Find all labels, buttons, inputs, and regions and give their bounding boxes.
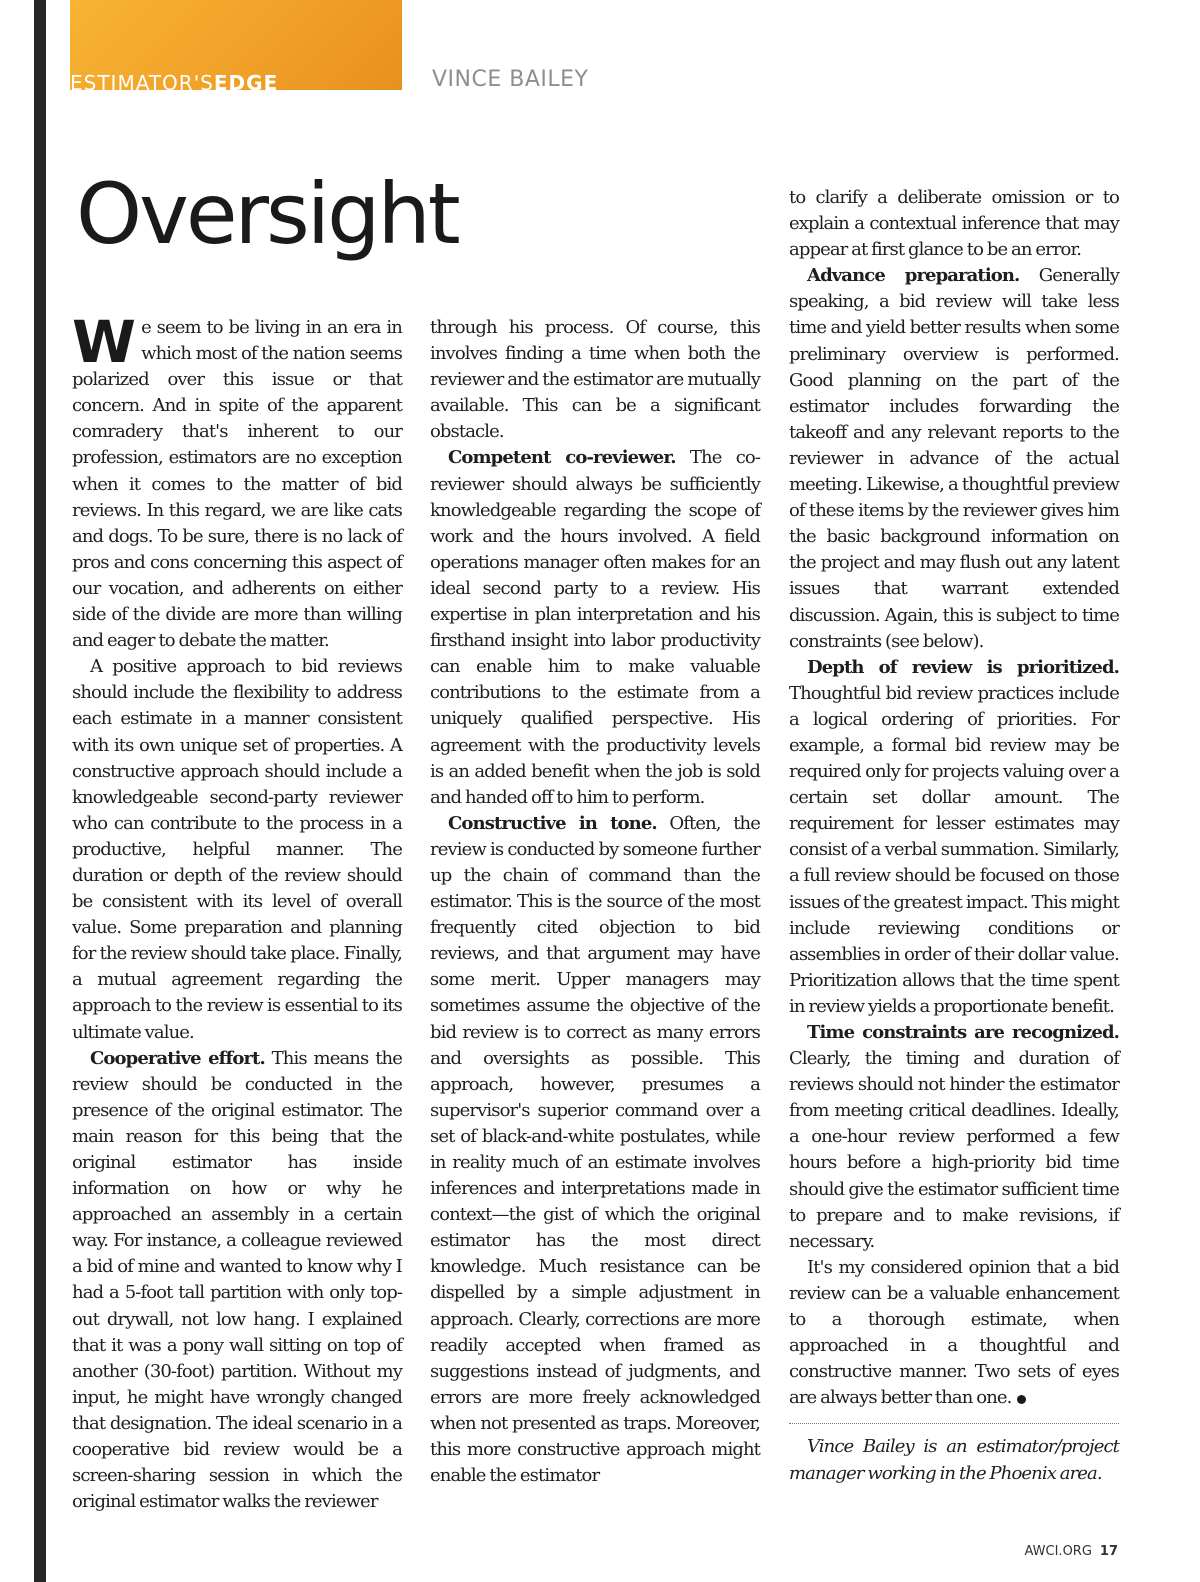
subhead-constructive-tone: Constructive in tone.: [448, 812, 657, 834]
paragraph-time-constraints: [789, 1020, 1119, 1255]
page-footer: [1024, 1544, 1118, 1559]
paragraph-intro: [72, 308, 402, 654]
constructive-tone-text: Often, the review is conducted by someone further up the chain of command than the estimator. This is the source of the most frequently cited objection to bid reviews, and that argument may have some merit. Upper managers may sometimes assume the objective of the bid review is to correct as many errors and oversights as possible. This approach, however, presumes a supervisor's superior command over a set of black-and-white postulates, while in reality much of an estimate involves inferences and interpretations made in context—the gist of which the original estimator has the most direct knowledge. Much resistance can be dispelled by a simple adjustment in approach. Clearly, corrections are more readily accepted when framed as suggestions instead of judgments, and errors are more freely acknowledged when not presented as traps. Moreover, this more constructive approach might enable the estimator: [430, 812, 760, 1487]
bio-divider: [789, 1423, 1119, 1424]
kicker-part2: EDGE: [213, 71, 279, 90]
page-spine-bar: [34, 0, 46, 1582]
subhead-advance-preparation: Advance preparation.: [807, 265, 1020, 287]
paragraph-conclusion: [789, 1255, 1119, 1412]
author-byline: VINCE BAILEY: [432, 67, 589, 92]
kicker-part1: ESTIMATOR'S: [70, 71, 214, 90]
cooperative-effort-text: This means the review should be conducted in the presence of the original estimator. The main reason for this being that the original estimator has inside information on how or why he approached an assembly in a certain way. For instance, a colleague reviewed a bid of mine and wanted to know why I had a 5-foot tall partition with only top-out drywall, not low hang. I explained that it was a pony wall sitting on top of another (30-foot) partition. Without my input, he might have wrongly changed that designation. The ideal scenario in a cooperative bid review would be a screen-sharing session in which the original estimator walks the reviewer: [72, 1047, 402, 1513]
paragraph-continuation-1: through his process. Of course, this involves finding a time when both the reviewer and the estimator are mutually available. This can be a significant obstacle.: [430, 317, 760, 443]
time-constraints-text: Clearly, the timing and duration of reviews should not hinder the estimator from meeting critical deadlines. Ideally, a one-hour review performed a few hours before a high-priority bid time should give the estimator sufficient time to prepare and to make revisions, if necessary.: [789, 1048, 1119, 1252]
author-bio: Vince Bailey is an estimator/project manager working in the Phoenix area.: [789, 1436, 1119, 1484]
text-column-1: [72, 308, 402, 1515]
paragraph-cooperative-effort: [72, 1046, 402, 1516]
paragraph-approach: A positive approach to bid reviews should include the flexibility to address each estimate in a manner consistent with its own unique set of properties. A constructive approach should include a knowledgeable second-party reviewer who can contribute to the process in a productive, helpful manner. The duration or depth of the review should be consistent with its level of overall value. Some preparation and planning for the review should take place. Finally, a mutual agreement regarding the approach to the review is essential to its ultimate value.: [72, 656, 402, 1043]
end-mark-icon: [1017, 1395, 1026, 1404]
subhead-cooperative-effort: Cooperative effort.: [90, 1047, 265, 1069]
subhead-competent-co-reviewer: Competent co-reviewer.: [448, 447, 676, 469]
subhead-depth-of-review: Depth of review is prioritized.: [807, 656, 1119, 678]
paragraph-competent-co-reviewer: [430, 445, 760, 810]
footer-site: AWCI.ORG: [1024, 1544, 1092, 1559]
intro-text: e seem to be living in an era in which most of the nation seems polarized over this issue or that concern. And in spite of the apparent comradery that's inherent to our profession, estimators are no exception when it comes to the matter of bid reviews. In this regard, we are like cats and dogs. To be sure, there is no lack of pros and cons concerning this aspect of our vocation, and adherents on either side of the divide are more than willing and eager to debate the matter.: [72, 317, 402, 652]
text-column-3: [789, 185, 1119, 1487]
advance-preparation-text: Generally speaking, a bid review will take less time and yield better results when some preliminary overview is performed. Good planning on the part of the estimator includes forwarding the takeoff and any relevant reports to the reviewer in advance of the actual meeting. Likewise, a thoughtful preview of these items by the reviewer gives him the basic background information on the project and may flush out any latent issues that warrant extended discussion. Again, this is subject to time constraints (see below).: [789, 265, 1119, 652]
article-title: Oversight: [76, 165, 458, 263]
text-column-2: [430, 315, 760, 1489]
page-number: 17: [1099, 1544, 1118, 1559]
paragraph-continuation-2: to clarify a deliberate omission or to explain a contextual inference that may appear at first glance to be an error.: [789, 187, 1119, 261]
subhead-time-constraints: Time constraints are recognized.: [807, 1022, 1119, 1043]
section-header-block: [70, 0, 402, 90]
paragraph-advance-preparation: [789, 263, 1119, 654]
depth-of-review-text: Thoughtful bid review practices include a logical ordering of priorities. For example, a formal bid review may be required only for projects valuing over a certain set dollar amount. The requirement for lesser estimates may consist of a verbal summation. Similarly, a full review should be focused on those issues of the greatest impact. This might include reviewing conditions or assemblies in order of their dollar value. Prioritization allows that the time spent in review yields a proportionate benefit.: [789, 682, 1119, 1017]
competent-co-reviewer-text: The co-reviewer should always be sufficiently knowledgeable regarding the scope of work and the hours involved. A field operations manager often makes for an ideal second party to a review. His expertise in plan interpretation and his firsthand insight into labor productivity can enable him to make valuable contributions to the estimate from a uniquely qualified perspective. His agreement with the productivity levels is an added benefit when the job is sold and handed off to him to perform.: [430, 447, 761, 808]
section-kicker: [70, 73, 278, 90]
conclusion-text: It's my considered opinion that a bid review can be a valuable enhancement to a thorough estimate, when approached in a thoughtful and constructive manner. Two sets of eyes are always better than one.: [789, 1256, 1119, 1409]
drop-cap: W: [72, 308, 136, 376]
paragraph-constructive-tone: [430, 811, 760, 1489]
paragraph-depth-of-review: [789, 655, 1119, 1020]
